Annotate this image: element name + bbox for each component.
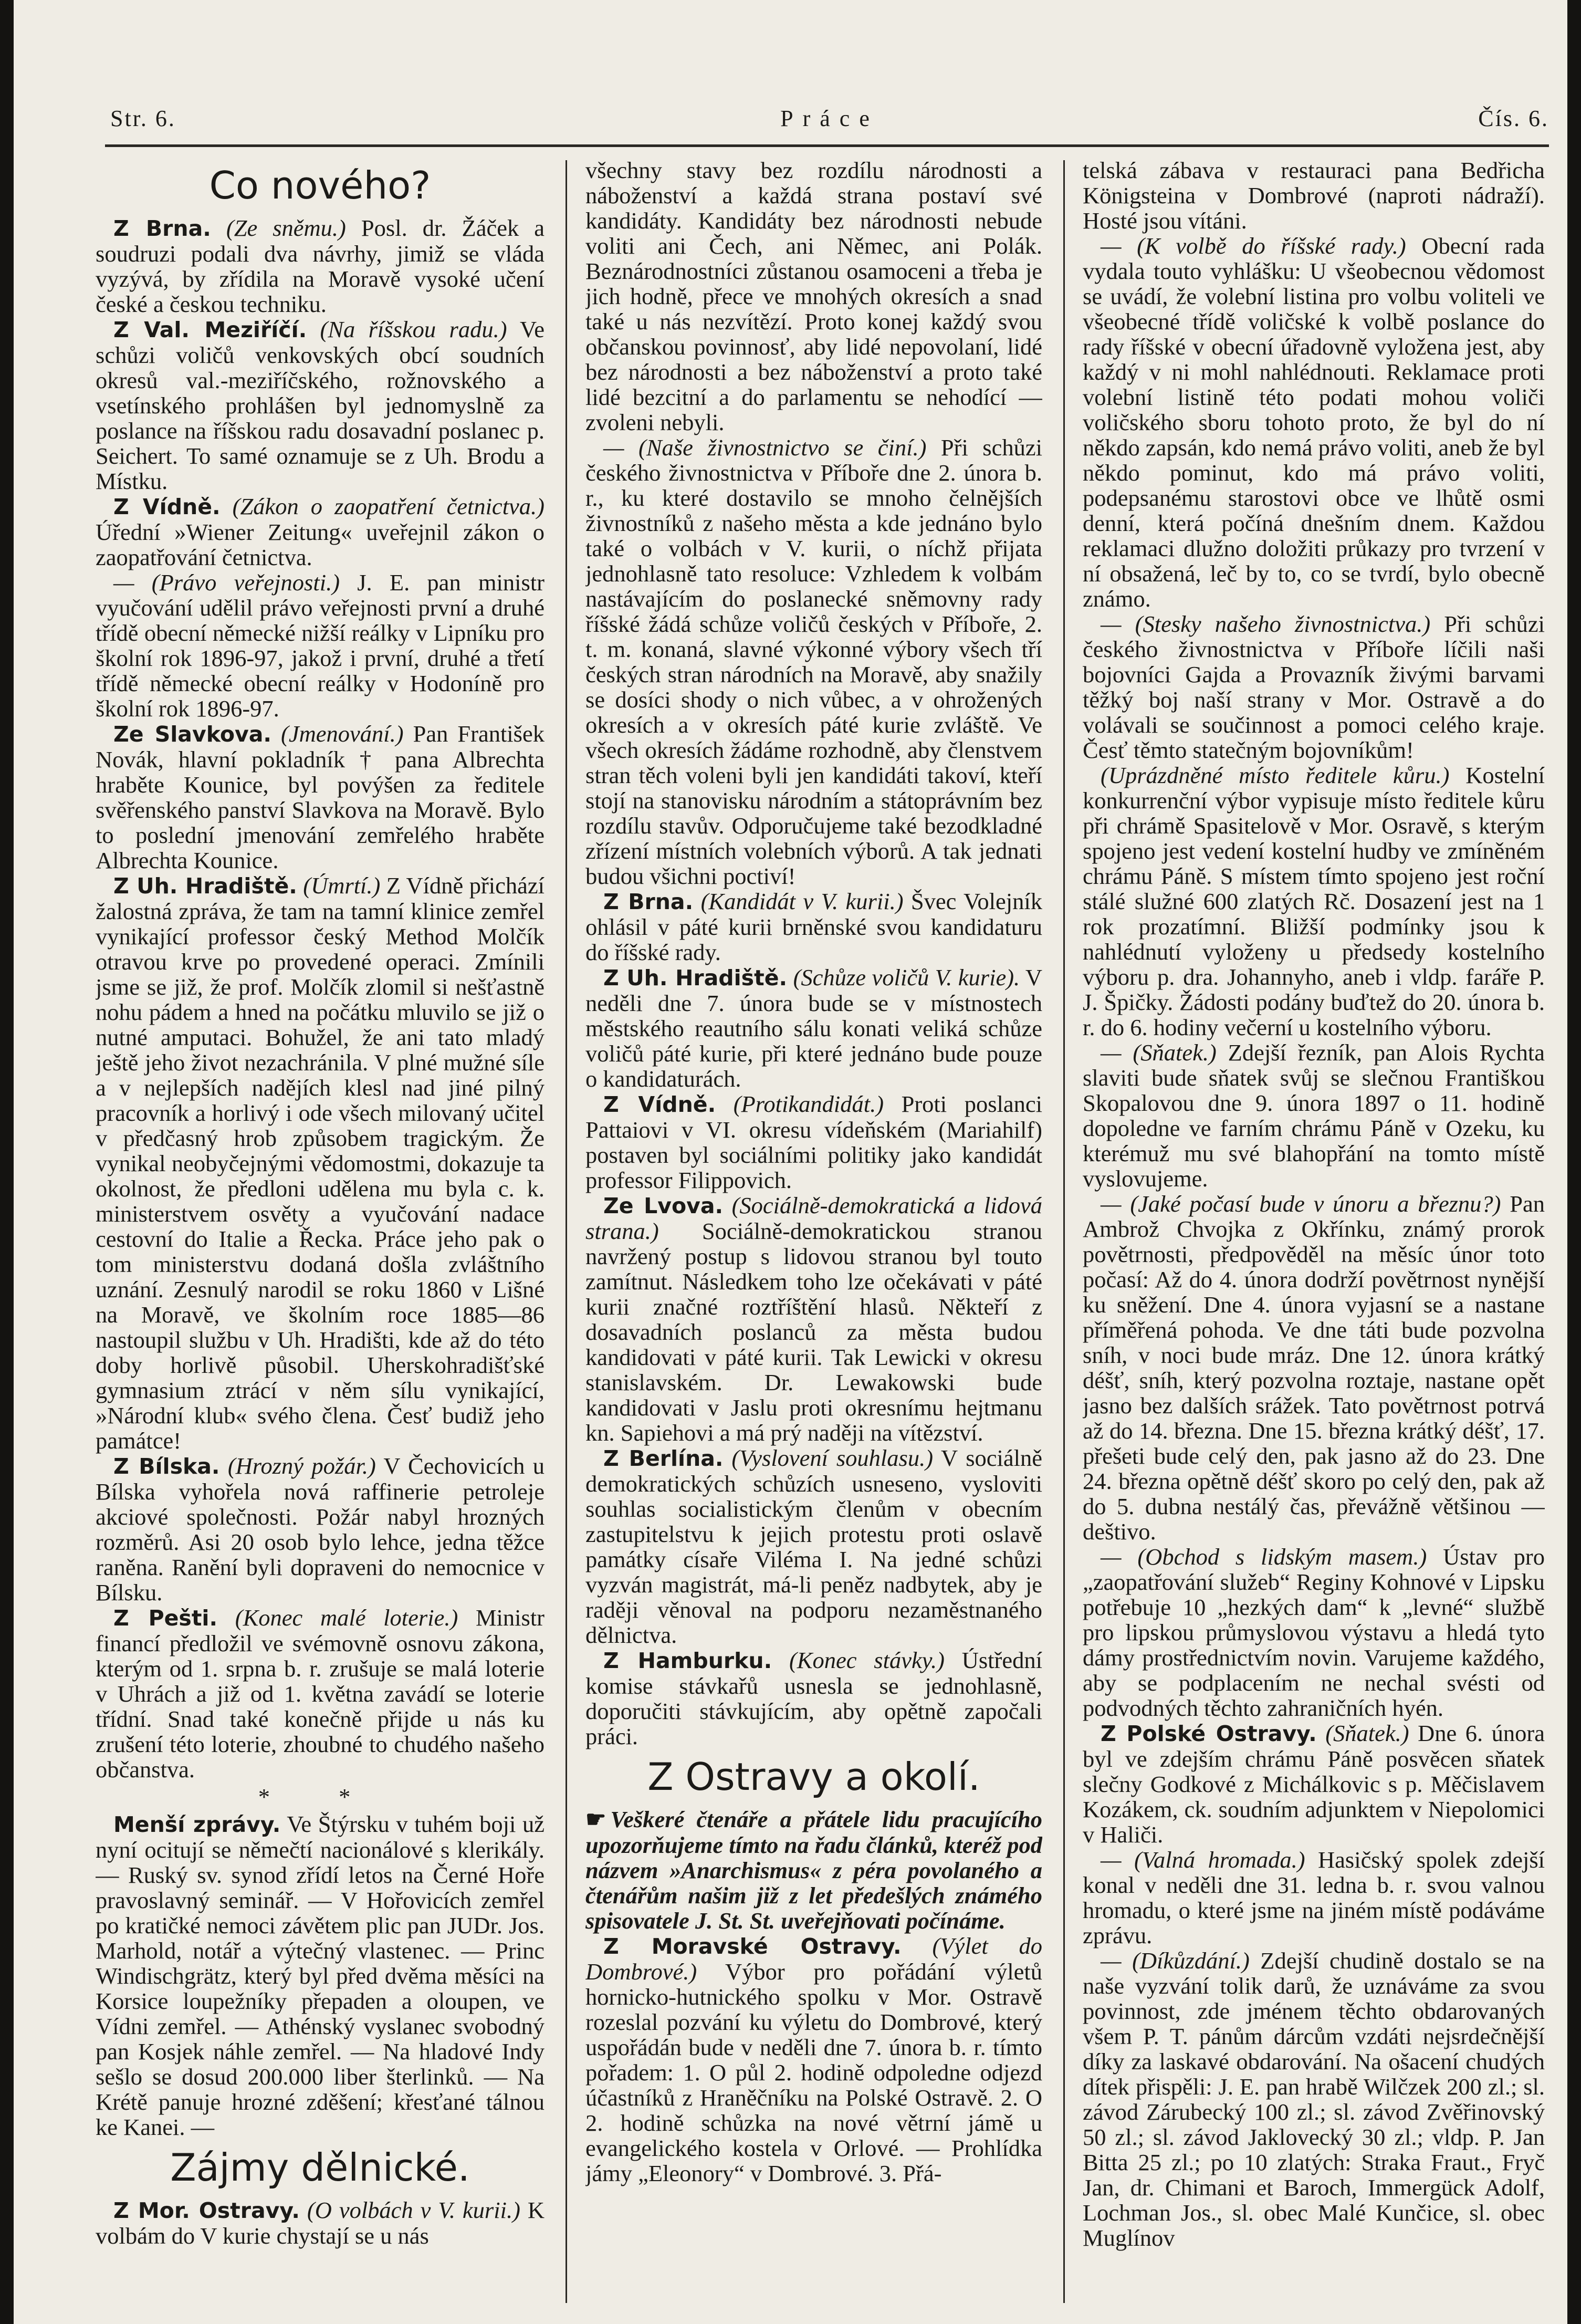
article-place: Z Berlína. (603, 1446, 724, 1471)
article-place: Z Val. Meziříčí. (113, 317, 307, 342)
article-paragraph (96, 1605, 545, 1782)
article-text: Kostelní konkurrenční výbor vypisuje místo ředitele kůru při chrámě Spasitelově v Mor. Osravě, s kterým spojeno jest vedení kostelní hudby ve zmíněném chrámu Páně. S místem tímto spojeno jest roční stálé služné 600 zlatých Rč. Dosazení jest na 1 rok prozatímní. Bližší podmínky jsou k nahlédnutí vyloženy u předsedy kostelního výboru p. dra. Johannyho, aneb i vldp. faráře P. J. Špičky. Žádosti podány buďtež do 20. února b. r. do 6. hodiny večerní u kostelního výboru. (1083, 762, 1545, 1040)
article-paragraph (96, 873, 545, 1453)
notice-paragraph (585, 1807, 1042, 1933)
article-place: Z Hamburku. (603, 1648, 772, 1673)
article-subtitle: (Hrozný požár.) (227, 1453, 376, 1479)
article-text: Při schůzi českého živnostnictva v Příboře dne 2. února b. r., ku které dostavilo se mnoho čelnějších živnostníků z našeho města a kde jednáno bylo také o volbách v V. kurii, o níchž přijata jednohlasně tato resoluce: Vzhledem k volbám nastávajícím do poslanecké sněmovny rady říšské žádá schůze voličů českých v Příboře, 2. t. m. konaná, slavné výkonné výbory všech tří českých stran národních na Moravě, aby snažily se dosíci shody o nich vůbec, a v ohrožených okresích a v okresích páté kurie zvláště. Ve všech okresích žádáme rozhodně, aby členstvem stran těch voleni byli jen kandidáti takoví, kteří stojí na stanovisku národním a státoprávním bez rozdílu stavův. Odporučujeme také bezodkladné zřízení místních volebních výborů. A tak jednati budou všichni poctiví! (585, 434, 1042, 889)
column-1 (96, 158, 545, 2300)
article-place: Z Polské Ostravy. (1101, 1721, 1317, 1746)
scan-edge-left (0, 0, 14, 2324)
article-text: V sociálně demokratických schůzích usneseno, vysloviti souhlas socialistickým členům v obecním zastupitelstvu k jejich protestu proti oslavě památky císaře Viléma I. Na jedné schůzi vyzván magistrát, má-li peněz nadbytek, aby je raději věnoval na podporu nezaměstnaného dělnictva. (585, 1445, 1042, 1648)
article-place: Menší zprávy. (113, 1812, 281, 1837)
article-paragraph (96, 215, 545, 317)
article-text: V neděli dne 7. února bude se v místnostech městského reautního sálu konati veliká schůze voličů páté kurie, při které jednáno bude pouze o kandidaturách. (585, 964, 1042, 1092)
article-text: Zdejší chudině dostalo se na naše vyzvání tolik darů, že uznáváme za svou povinnost, zde jménem těchto obdarovaných všem P. T. pánům dárcům vzdáti nejsrdečnější díky za laskavé obdarování. Na ošacení chudých dítek přispěli: J. E. pan hrabě Wilčzek 200 zl.; sl. závod Zárubecký 100 zl.; sl. závod Zvěřinovský 50 zl.; sl. závod Jaklovecký 30 zl.; vldp. P. Jan Bitta 25 zl.; po 10 zlatých: Straka Fraut., Fryč Jan, dr. Chimani et Baroch, Immergück Adolf, Lochman Jos., sl. obec Malé Kunčice, sl. obec Muglínov (1083, 1947, 1545, 2251)
article-text: J. E. pan ministr vyučování udělil právo veřejnosti první a druhé třídě obecní německé nižší reálky v Lipníku pro školní rok 1896-97, jakož i první, druhé a třetí třídě německé obecní reálky v Hodoníně pro školní rok 1896-97. (96, 569, 545, 722)
page-number: Str. 6. (110, 106, 176, 131)
header-rule (105, 144, 1549, 147)
article-text: Z Vídně přichází žalostná zpráva, že tam na tamní klinice zemřel vynikající professor český Method Molčík otravou krve po provedené operaci. Zmínili jsme se již, že prof. Molčík zlomil si nešťastně nohu pádem a hned na počátku mluvilo se již o nutné amputaci. Bohužel, že ani tato mladý ještě jeho život nezachránila. V plné mužné síle a v nejlepších nadějích klesl nad jiné pilný pracovník a horlivý i ode všech milovaný učitel v předčasný hrob způsobem tragickým. Že vynikal neobyčejnými vědomostmi, dokazuje ta okolnost, že předloni udělena mu byla c. k. ministerstvem osvěty a vyučování nadace cestovní do Italie a Řecka. Práce jeho pak o tom ministerstvu dodaná došla zvláštního uznání. Zesnulý narodil se roku 1860 v Lišné na Moravě, ve školním roce 1885—86 nastoupil službu v Uh. Hradišti, kde až do této doby horlivě působil. Uherskohradišťské gymnasium ztrácí v něm sílu vynikající, »Národní klub« svého člena. Česť budiž jeho památce! (96, 872, 545, 1454)
article-subtitle: — (Jaké počasí bude v únoru a březnu?) (1101, 1191, 1501, 1217)
article-subtitle: (Ze sněmu.) (226, 215, 346, 241)
article-subtitle: (Uprázdněné místo ředitele kůru.) (1101, 762, 1450, 788)
article-subtitle: (Kandidát v V. kurii.) (700, 888, 904, 914)
article-text: všechny stavy bez rozdílu národnosti a náboženství a každá strana postaví své kandidáty. Kandidáty bez národnosti nebude voliti ani Čech, ani Němec, ani Polák. Beznárodnostníci zůstanou osamoceni a třeba je jich hodně, přece ve mnohých okresích a snad také u nás nezvítězí. Proto konej každý svou občanskou povinnosť, aby lidé nepovolaní, lidé bez národnosti a bez náboženství a proto také lidé bezcitní a do parlamentu se nehodící — zvoleni nebyli. (585, 158, 1042, 435)
article-place: Z Bílska. (113, 1454, 220, 1479)
section-title-ostrava: Z Ostravy a okolí. (647, 1755, 980, 1799)
article-text: Pan Ambrož Chvojka z Okřínku, známý prorok povětrnosti, předpověděl na měsíc únor toto počasí: Až do 4. února dodrží povětrnost nynější ku sněžení. Dne 4. února vyjasní se a nastane příměřená pohoda. Ve dne táti bude pozvolna sníh, v noci bude mráz. Dne 12. února krátký déšť, sníh, který pozvolna roztaje, nastane opět jasno bez dalších srážek. Tato povětrnost potrvá až do 14. března. Dne 15. března krátký déšť, 17. přešeti bude celý den, pak jasno až do 23. Dne 24. března opětně déšť skoro po celý den, pak až do 5. dubna nestálý čas, převážně většinou — deštivo. (1083, 1191, 1545, 1545)
article-paragraph (1083, 1847, 1545, 1948)
article-paragraph (1083, 611, 1545, 763)
article-paragraph (1083, 763, 1545, 1040)
section-title-co-noveho: Co nového? (209, 163, 431, 207)
article-text: K volbám do V kurie chystají se u nás (96, 2197, 545, 2249)
article-place: Z Uh. Hradiště. (113, 873, 297, 899)
article-paragraph (585, 965, 1042, 1091)
article-paragraph (585, 1445, 1042, 1648)
page-header (110, 105, 1549, 147)
article-paragraph (1083, 1948, 1545, 2250)
article-subtitle: — (Právo veřejnosti.) (113, 569, 340, 596)
separator-stars: * * (258, 1784, 382, 1810)
column-rule-1 (566, 160, 567, 2303)
article-subtitle: — (Obchod s lidským masem.) (1101, 1544, 1427, 1570)
article-paragraph (1083, 1544, 1545, 1721)
section-title-zajmy-delnicke: Zájmy dělnické. (170, 2145, 470, 2190)
article-subtitle: — (Naše živnostnictvo se činí.) (603, 434, 927, 461)
article-text: telská zábava v restauraci pana Bedřicha Königsteina v Dombrové (naproti nádraží). Hosté jsou vítáni. (1083, 158, 1545, 234)
article-text: Výbor pro pořádání výletů hornicko-hutnického spolku v Mor. Ostravě rozeslal pozvání ku výletu do Dombrové, který uspořádán bude v neděli dne 7. února b. r. tímto pořadem: 1. O půl 2. hodině odpoledne odjezd účastníků z Hraněčníku na Polské Ostravě. 2. O 2. hodině schůzka na nové větrní jámě u evangelického kostela v Orlové. — Prohlídka jámy „Eleonory“ v Dombrové. 3. Přá- (585, 1958, 1042, 2186)
article-paragraph (96, 1811, 545, 2140)
article-subtitle: (Konec malé loterie.) (235, 1604, 458, 1631)
article-subtitle: — (Valná hromada.) (1101, 1847, 1305, 1873)
article-subtitle: (Konec stávky.) (789, 1647, 945, 1673)
article-place: Ze Lvova. (603, 1193, 724, 1218)
article-text: Proti poslanci Pattaiovi v VI. okresu vídeňském (Mariahilf) postaven byl sociálními politiky jako kandidát professor Filippovich. (585, 1091, 1042, 1193)
article-subtitle: (Sociálně-demokratická a lidová strana.) (585, 1192, 1042, 1244)
article-paragraph (96, 494, 545, 570)
article-place: Z Uh. Hradiště. (603, 965, 788, 991)
article-paragraph (1083, 1040, 1545, 1191)
article-text: Hasičský spolek zdejší konal v neděli dne 31. ledna b. r. svou valnou hromadu, o které jsme na jiném místě podáváme zprávu. (1083, 1847, 1545, 1948)
article-text: V Čechovicích u Bílska vyhořela nová raffinerie petroleje akciové společnosti. Požár nabyl hrozných rozměrů. Asi 20 osob bylo lehce, jedna těžce raněna. Ranění byli dopraveni do nemocnice v Bílsku. (96, 1453, 545, 1606)
article-subtitle: (Na říšskou radu.) (320, 316, 507, 342)
article-subtitle: (Vyslovení souhlasu.) (731, 1445, 934, 1471)
article-paragraph (96, 1453, 545, 1605)
article-paragraph (585, 158, 1042, 435)
article-paragraph (585, 1091, 1042, 1193)
column-rule-2 (1063, 160, 1065, 2303)
article-text: Švec Volejník ohlásil v páté kurii brněnské svou kandidaturu do říšské rady. (585, 888, 1042, 965)
article-paragraph (585, 1933, 1042, 2186)
article-paragraph (1083, 158, 1545, 233)
article-text: Ústav pro „zaopatřování služeb“ Reginy Kohnové v Lipsku potřebuje 10 „hezkých dam“ k „levné“ službě pro lipskou průmyslovou výstavu a hledá tyto dámy prostřednictvím novin. Varujeme každého, aby se podplacením ne nechal svésti od podvodných těchto zahraničních hyén. (1083, 1544, 1545, 1721)
article-place: Z Mor. Ostravy. (113, 2198, 300, 2223)
article-text: Ve Štýrsku v tuhém boji už nyní ocitují se němečtí nacionálové s klerikály. — Ruský sv. synod zřídí letos na Černé Hoře pravoslavný seminář. — V Hořovicích zemřel po kratičké nemoci závětem plic pan JUDr. Jos. Marhold, notář a výtečný vlastenec. — Princ Windischgrätz, který byl před dvěma měsíci na Korsice loupežníky přepaden a oloupen, ve Vídni zemřel. — Athénský vyslanec svobodný pan Kosjek náhle zemřel. — Na hladové Indy sešlo se dosud 200.000 liber šterlinků. — Na Krétě panuje hrozné zděšení; křesťané tálnou ke Kanei. — (96, 1811, 545, 2140)
issue-number: Čís. 6. (1478, 106, 1549, 131)
article-text: Posl. dr. Žáček a soudruzi podali dva návrhy, jimiž se vláda vyzývá, by zřídila na Moravě vysoké učení české a českou techniku. (96, 215, 545, 317)
article-place: Z Vídně. (113, 494, 221, 519)
article-paragraph (96, 721, 545, 873)
article-paragraph (96, 2197, 545, 2248)
article-paragraph (585, 435, 1042, 889)
newspaper-title: Práce (780, 106, 879, 131)
article-paragraph (585, 889, 1042, 965)
article-text: Ústřední komise stávkařů usnesla se jednohlasně, doporučiti stávkujícím, aby opětně započali práci. (585, 1647, 1042, 1749)
article-text: Sociálně-demokratickou stranou navržený postup s lidovou stranou byl touto zamítnut. Následkem toho lze očekávati v páté kurii značné roztříštění hlasů. Někteří z dosavadních poslanců za města budou kandidovati v páté kurii. Tak Lewicki v okresu stanislavském. Dr. Lewakowski bude kandidovati v Jaslu proti okresnímu hejtmanu kn. Sapiehovi a má prý naději na vítězství. (585, 1218, 1042, 1446)
pointing-hand-icon: ☛ (585, 1807, 606, 1832)
article-paragraph (1083, 1721, 1545, 1847)
notice-text: Veškeré čtenáře a přátele lidu pracujícího upozorňujeme tímto na řadu článků, kteréž pod názvem »Anarchismus« z péra povolaného a čtenářům našim již z let předešlých známého spisovatele J. St. St. uveřejňovati počínáme. (585, 1806, 1042, 1934)
article-text: Úřední »Wiener Zeitung« uveřejnil zákon o zaopatřování četnictva. (96, 519, 545, 570)
article-subtitle: (Zákon o zaopatření četnictva.) (232, 493, 545, 519)
article-subtitle: (Protikandidát.) (733, 1091, 884, 1117)
column-3 (1083, 158, 1545, 2300)
article-subtitle: (Výlet do Dombrové.) (585, 1933, 1042, 1985)
article-paragraph (96, 570, 545, 721)
article-place: Z Brna. (113, 216, 211, 241)
article-subtitle: (Schůze voličů V. kurie). (793, 964, 1020, 991)
article-text: Při schůzi českého živnostnictva v Příboře líčili naši bojovníci Gajda a Provazník živými barvami těžký boj naší strany v Mor. Ostravě a do volávali se součinnost a pomoci celého kraje. Česť těmto statečným bojovníkům! (1083, 611, 1545, 763)
article-text: Dne 6. února byl ve zdejším chrámu Páně posvěcen sňatek slečny Godkové z Michálkovic s p. Měčislavem Kozákem, ck. soudním adjunktem v Niepolomici v Haliči. (1083, 1720, 1545, 1848)
article-paragraph (1083, 233, 1545, 611)
column-2 (585, 158, 1042, 2300)
article-place: Z Brna. (603, 889, 694, 914)
article-subtitle: (O volbách v V. kurii.) (307, 2197, 520, 2223)
article-paragraph (585, 1648, 1042, 1749)
article-place: Z Vídně. (603, 1092, 716, 1117)
article-paragraph (1083, 1191, 1545, 1544)
article-subtitle: — (Stesky našeho živnostnictva.) (1101, 611, 1431, 637)
article-paragraph (96, 317, 545, 494)
article-text: Pan František Novák, hlavní pokladník † pana Albrechta hraběte Kounice, byl povýšen za ředitele svěřenského panství Slavkova na Moravě. Bylo to poslední jmenování zemřelého hraběte Albrechta Kounice. (96, 721, 545, 873)
article-subtitle: — (Díkůzdání.) (1101, 1947, 1250, 1974)
article-text: Ve schůzi voličů venkovských obcí soudních okresů val.-meziříčského, rožnovského a vsetínského prohlášen byl jednomyslně za poslance na říšskou radu dosavadní poslanec p. Seichert. To samé oznamuje se z Uh. Brodu a Místku. (96, 316, 545, 494)
article-text: Obecní rada vydala touto vyhlášku: U všeobecnou vědomost se uvádí, že volební listina pro volbu voliteli ve všeobecné třídě voličské k volbě poslance do rady říšské v obecní úřadovně vyložena jest, aby každý v ni mohl nahlédnouti. Reklamace proti volební listině této podati mohou voliči voličského sboru tohoto proto, že byl do ní někdo zapsán, kdo nemá právo voliti, aneb že byl někdo pominut, kdo má právo voliti, podepsanému starostovi obce ve lhůtě osmi denní, která počíná dnešním dnem. Každou reklamaci dlužno doložiti průkazy pro tvrzení v ní obsažená, leč by to, co se tvrdí, bylo obecně známo. (1083, 233, 1545, 612)
article-subtitle: (Jmenování.) (281, 721, 404, 747)
article-subtitle: (Sňatek.) (1325, 1720, 1409, 1746)
scan-edge-right (1567, 0, 1581, 2324)
article-subtitle: — (K volbě do říšské rady.) (1101, 233, 1406, 259)
article-place: Ze Slavkova. (113, 722, 271, 747)
article-subtitle: (Úmrtí.) (303, 872, 381, 899)
article-place: Z Pešti. (113, 1606, 218, 1631)
article-place: Z Moravské Ostravy. (603, 1934, 902, 1959)
article-paragraph (585, 1193, 1042, 1445)
article-text: Zdejší řezník, pan Alois Rychta slaviti bude sňatek svůj se slečnou Františkou Skopalovou dne 9. února 1897 o 11. hodině dopoledne ve farním chrámu Páně v Ozeku, ku kterémuž mu své blahopřání na tomto místě vyslovujeme. (1083, 1039, 1545, 1192)
article-subtitle: — (Sňatek.) (1101, 1039, 1217, 1066)
article-text: Ministr financí předložil ve svémovně osnovu zákona, kterým od 1. srpna b. r. zrušuje se malá loterie v Uhrách a již od 1. května zavádí se loterie třídní. Snad také konečně přijde u nás ku zrušení této loterie, zhoubné to chudého našeho občanstva. (96, 1604, 545, 1783)
